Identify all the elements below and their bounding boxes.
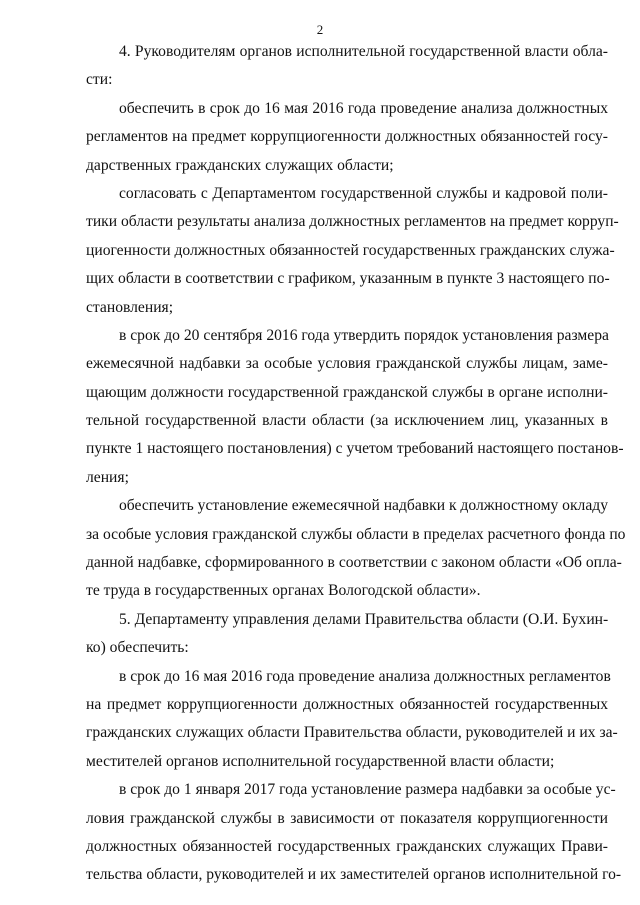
text-line: за особые условия гражданской службы области в пределах расчетного фонда по xyxy=(86,525,626,543)
page-number: 2 xyxy=(316,22,324,37)
paragraph-allowance-procedure xyxy=(86,322,624,492)
text-line: циогенности должностных обязанностей государственных гражданских служа- xyxy=(86,241,615,259)
text-line: щающим должности государственной гражданской службы в органе исполни- xyxy=(86,383,608,401)
text-line: на предмет коррупциогенности должностных обязанностей государственных xyxy=(86,695,608,713)
text-line: обеспечить в срок до 16 мая 2016 года проведение анализа должностных xyxy=(119,99,608,117)
text-line: сти: xyxy=(86,71,113,89)
text-line: тельной государственной власти области (за исключением лиц, указанных в xyxy=(86,412,608,430)
paragraph-monthly-allowance xyxy=(86,492,626,606)
text-line: становления; xyxy=(86,298,174,316)
paragraph-item-4 xyxy=(86,38,608,95)
text-line: ловия гражданской службы в зависимости от показателя коррупциогенности xyxy=(86,809,608,827)
text-line: местителей органов исполнительной государственной власти области; xyxy=(86,752,555,770)
text-line: тики области результаты анализа должностных регламентов на предмет корруп- xyxy=(86,213,619,231)
text-line: регламентов на предмет коррупциогенности должностных обязанностей госу- xyxy=(86,128,608,146)
text-line: в срок до 20 сентября 2016 года утвердить порядок установления размера xyxy=(119,326,609,344)
document-body xyxy=(86,38,626,890)
text-line: пункте 1 настоящего постановления) с учетом требований настоящего постанов- xyxy=(86,440,624,458)
text-line: согласовать с Департаментом государственной службы и кадровой поли- xyxy=(119,184,608,202)
paragraph-analysis-deadline xyxy=(86,95,608,180)
text-line: обеспечить установление ежемесячной надбавки к должностному окладу xyxy=(119,497,608,515)
text-line: 4. Руководителям органов исполнительной государственной власти обла- xyxy=(119,43,608,60)
text-line: гражданских служащих области Правительства области, руководителей и их за- xyxy=(86,724,618,742)
paragraph-item-5 xyxy=(86,606,608,663)
text-line: ко) обеспечить: xyxy=(86,639,189,657)
text-line: ления; xyxy=(86,468,129,486)
text-line: ежемесячной надбавки за особые условия гражданской службы лицам, заме- xyxy=(86,355,608,373)
text-line: 5. Департаменту управления делами Правительства области (О.И. Бухин- xyxy=(119,610,609,628)
paragraph-analysis-government xyxy=(86,663,618,777)
text-line: данной надбавке, сформированного в соответствии с законом области «Об опла- xyxy=(86,554,622,572)
text-line: дарственных гражданских служащих области; xyxy=(86,156,394,174)
text-line: тельства области, руководителей и их заместителей органов исполнительной го- xyxy=(86,866,622,884)
text-line: должностных обязанностей государственных гражданских служащих Прави- xyxy=(86,837,608,855)
text-line: в срок до 16 мая 2016 года проведение анализа должностных регламентов xyxy=(119,667,611,685)
paragraph-coordination xyxy=(86,180,619,322)
text-line: те труда в государственных органах Вологодской области». xyxy=(86,582,481,600)
text-line: щих области в соответствии с графиком, указанным в пункте 3 настоящего по- xyxy=(86,270,610,288)
paragraph-allowance-size xyxy=(86,776,622,890)
text-line: в срок до 1 января 2017 года установление размера надбавки за особые ус- xyxy=(119,781,616,799)
